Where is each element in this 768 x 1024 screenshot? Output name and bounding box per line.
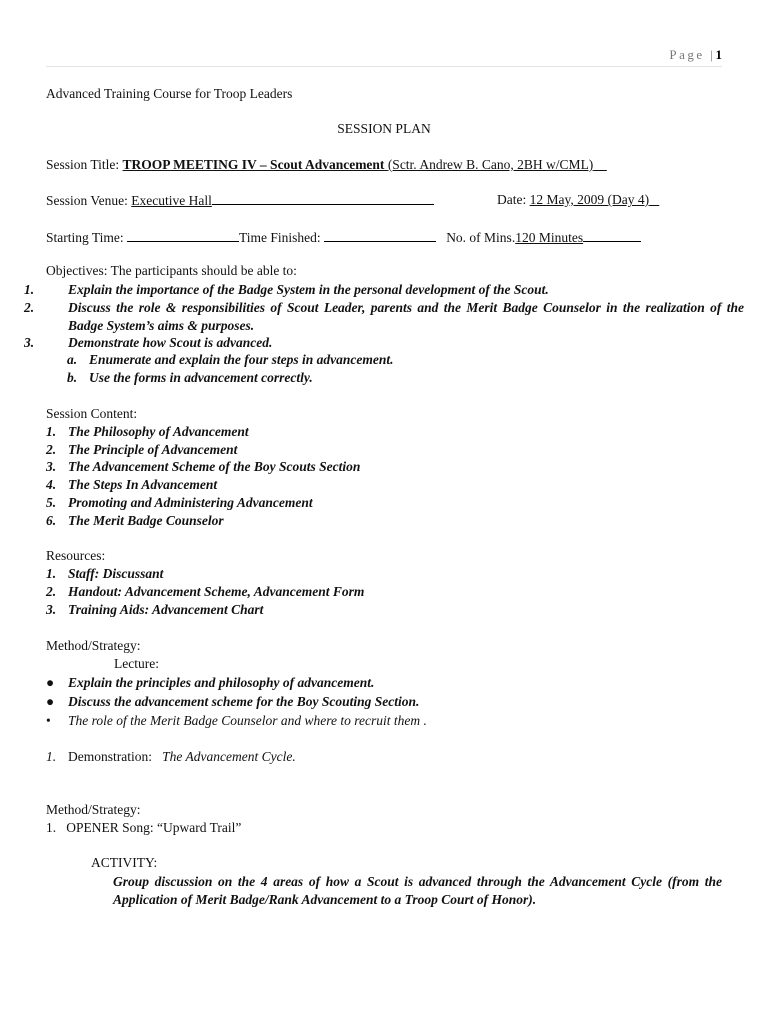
venue-value: Executive Hall [131,193,212,208]
course-title: Advanced Training Course for Troop Leaders [46,86,293,101]
lecture-bullet: • The role of the Merit Badge Counselor and where to recruit them . [46,713,427,728]
activity-text: Group discussion on the 4 areas of how a Scout is advanced through the Advancement Cycle (from the Application of Merit Badge/Rank Advancement to a Troop Court of Honor). [113,874,722,907]
resource-item: 1. Staff: Discussant [46,566,164,581]
starting-time-blank [127,229,239,242]
objective-subitem: b. Use the forms in advancement correctly. [67,370,313,385]
resource-item: 2. Handout: Advancement Scheme, Advancement Form [46,584,365,599]
mins-label: No. of Mins. [446,230,516,245]
objective-item: 2. Discuss the role & responsibilities of Scout Leader, parents and the Merit Badge Counselor in the realization of the Badge System’s aims & purposes. [24,300,744,333]
starting-time-label: Starting Time: [46,230,124,245]
session-title-label: Session Title: [46,157,120,172]
content-item: 2. The Principle of Advancement [46,442,238,457]
venue-blank [212,192,434,205]
opener-song: 1. OPENER Song: “Upward Trail” [46,820,242,835]
lecture-bullet: ● Discuss the advancement scheme for the Boy Scouting Section. [46,694,420,709]
doc-title: SESSION PLAN [337,121,431,136]
objective-item: 1. Explain the importance of the Badge System in the personal development of the Scout. [24,282,549,297]
timing-line [46,229,641,246]
session-title-value: TROOP MEETING IV – Scout Advancement [122,157,385,172]
content-item: 1. The Philosophy of Advancement [46,424,249,439]
lecture-bullet: ● Explain the principles and philosophy of advancement. [46,675,375,690]
date-value: 12 May, 2009 (Day 4) [529,192,650,207]
content-heading: Session Content: [46,406,138,421]
page-number: 1 [715,47,722,62]
activity-label: ACTIVITY: [91,855,158,870]
method-heading: Method/Strategy: [46,638,141,653]
method-heading-2: Method/Strategy: [46,802,141,817]
session-facilitator: (Sctr. Andrew B. Cano, 2BH w/CML) [387,157,594,172]
demonstration-number: 1. [46,749,57,764]
demonstration-value: The Advancement Cycle. [162,749,296,764]
venue-line [46,192,434,209]
demonstration-line [46,749,296,765]
page-label: Page [669,47,705,62]
time-finished-blank [324,229,436,242]
objective-subitem: a. Enumerate and explain the four steps in advancement. [67,352,394,367]
time-finished-label: Time Finished: [239,230,321,245]
content-item: 4. The Steps In Advancement [46,477,218,492]
resources-heading: Resources: [46,548,106,563]
date-line [497,192,659,208]
content-item: 5. Promoting and Administering Advancement [46,495,313,510]
lecture-label: Lecture: [114,656,159,671]
page-separator: | [710,47,716,62]
demonstration-label: Demonstration: [68,749,152,764]
session-title-line [46,157,607,173]
header-rule [46,66,722,67]
venue-label: Session Venue: [46,193,128,208]
date-label: Date: [497,192,527,207]
objectives-heading: Objectives: The participants should be able to: [46,263,297,278]
resource-item: 3. Training Aids: Advancement Chart [46,602,264,617]
content-item: 6. The Merit Badge Counselor [46,513,224,528]
objective-item: 3. Demonstrate how Scout is advanced. [24,335,273,350]
page-header [669,47,722,63]
content-item: 3. The Advancement Scheme of the Boy Scouts Section [46,459,361,474]
mins-value: 120 Minutes [515,230,584,245]
